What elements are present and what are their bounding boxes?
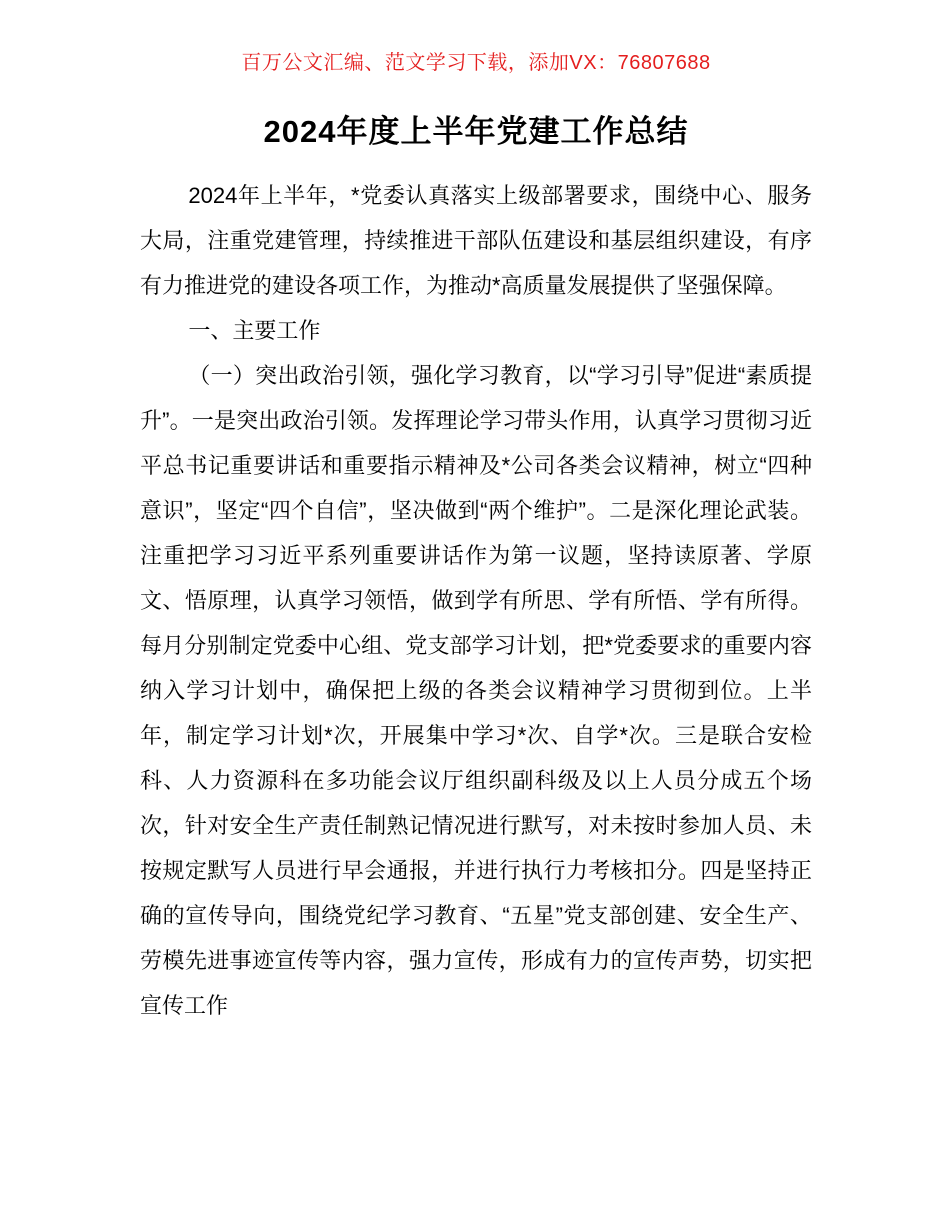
document-body — [140, 173, 812, 1028]
paragraph-section-one: （一）突出政治引领，强化学习教育，以“学习引导”促进“素质提升”。一是突出政治引领。发挥理论学习带头作用，认真学习贯彻习近平总书记重要讲话和重要指示精神及*公司各类会议精神，树立“四种意识”，坚定“四个自信”，坚决做到“两个维护”。二是深化理论武装。注重把学习习近平系列重要讲话作为第一议题，坚持读原著、学原文、悟原理，认真学习领悟，做到学有所思、学有所悟、学有所得。每月分别制定党委中心组、党支部学习计划，把*党委要求的重要内容纳入学习计划中，确保把上级的各类会议精神学习贯彻到位。上半年，制定学习计划*次，开展集中学习*次、自学*次。三是联合安检科、人力资源科在多功能会议厅组织副科级及以上人员分成五个场次，针对安全生产责任制熟记情况进行默写，对未按时参加人员、未按规定默写人员进行早会通报，并进行执行力考核扣分。四是坚持正确的宣传导向，围绕党纪学习教育、“五星”党支部创建、安全生产、劳模先进事迹宣传等内容，强力宣传，形成有力的宣传声势，切实把宣传工作 — [140, 362, 812, 1018]
section-heading-main-work: 一、主要工作 — [188, 317, 321, 343]
document-title: 2024年度上半年党建工作总结 — [263, 114, 689, 149]
promo-notice: 百万公文汇编、范文学习下载，添加VX：76807688 — [241, 52, 711, 74]
paragraph-intro: 2024年上半年，*党委认真落实上级部署要求，围绕中心、服务大局，注重党建管理，持续推进干部队伍建设和基层组织建设，有序有力推进党的建设各项工作，为推动*高质量发展提供了坚强保障。 — [140, 182, 812, 298]
